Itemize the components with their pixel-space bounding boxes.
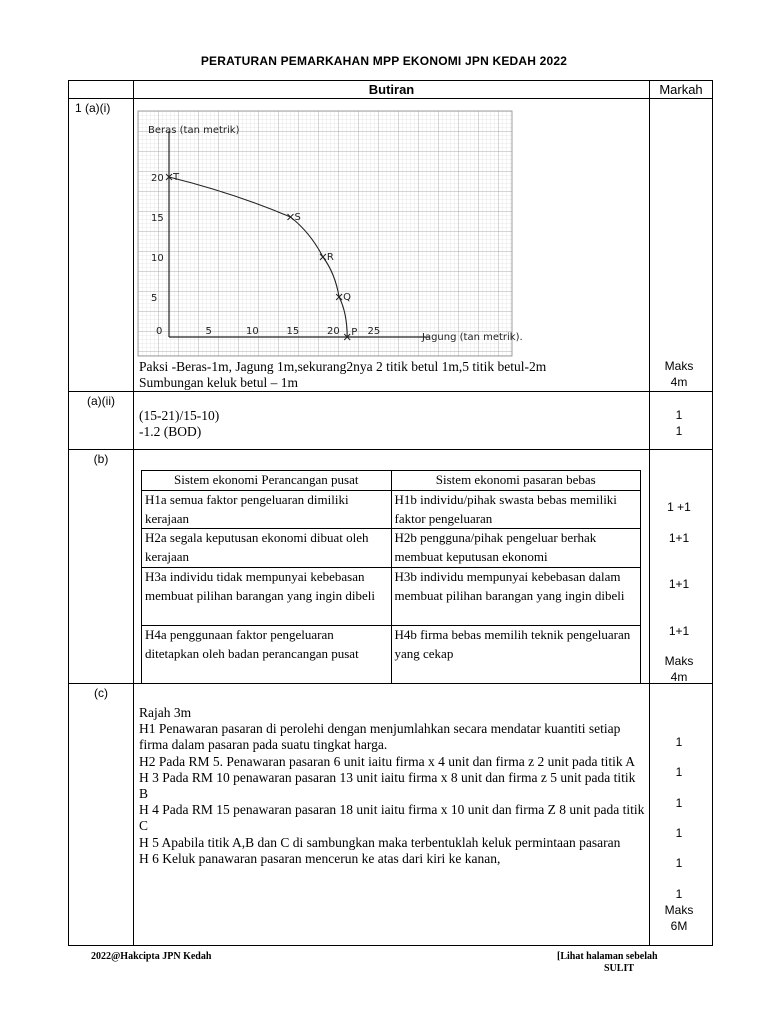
- marks-c-maks: Maks: [664, 903, 694, 917]
- comparison-row-2: [142, 529, 641, 568]
- answer-c-line: H 4 Pada RM 15 penawaran pasaran 18 unit iaitu firma x 10 unit dan firma Z 8 unit pada titik C: [139, 802, 645, 834]
- marks-cell-b: [650, 450, 713, 684]
- marks-c-h4: 1: [675, 826, 683, 840]
- y-tick-label: 20: [151, 173, 164, 184]
- y-tick-label: 5: [151, 293, 158, 304]
- marks-a-ii-2: 1: [675, 424, 683, 438]
- comparison-head-left: Sistem ekonomi Perancangan pusat: [142, 471, 392, 491]
- comparison-cell-right: H4b firma bebas memilih teknik pengeluaran yang cekap: [391, 626, 641, 684]
- table-header-row: [69, 81, 713, 99]
- x-tick-label: 25: [367, 326, 381, 337]
- point-label: S: [294, 212, 301, 223]
- marks-b-row4: 1+1: [668, 624, 690, 638]
- marks-c-h3: 1: [675, 796, 683, 810]
- marks-b-row2: 1+1: [668, 531, 690, 545]
- marks-a-ii: [648, 407, 710, 439]
- x-axis-label: Jagung (tan metrik).: [422, 332, 523, 343]
- marks-1a-i: [648, 358, 710, 390]
- marks-b-total: 4m: [670, 670, 688, 684]
- comparison-row-1: [142, 491, 641, 529]
- marks-c-h6: 1: [675, 887, 683, 901]
- marks-c-h5: 1: [675, 856, 683, 870]
- marks-c-h1: 1: [675, 735, 683, 749]
- marks-a-ii-1: 1: [675, 408, 683, 422]
- question-label-c: (c): [69, 684, 134, 946]
- point-label: P: [351, 327, 358, 338]
- comparison-header-row: [142, 471, 641, 491]
- question-label-b: (b): [69, 450, 134, 684]
- x-tick-label: 5: [205, 326, 212, 337]
- y-tick-label: 15: [151, 213, 164, 224]
- header-butiran: Butiran: [134, 81, 650, 99]
- footer-sulit: SULIT: [604, 963, 635, 974]
- comparison-row-4: [142, 626, 641, 684]
- marks-c-h2: 1: [675, 765, 683, 779]
- answer-c-line: Rajah 3m: [139, 705, 192, 720]
- page-title: PERATURAN PEMARKAHAN MPP EKONOMI JPN KEDAH 2022: [200, 54, 568, 68]
- point-label: T: [173, 172, 180, 183]
- y-axis-label: Beras (tan metrik): [148, 125, 240, 136]
- answer-1a-i-line2: Sumbungan keluk betul – 1m: [139, 375, 298, 390]
- answer-1a-i-line1: Paksi -Beras-1m, Jagung 1m,sekurang2nya 2 titik betul 1m,5 titik betul-2m: [139, 359, 547, 374]
- answer-a-ii-line2: -1.2 (BOD): [139, 424, 202, 439]
- header-question-cell: [69, 81, 134, 99]
- comparison-cell-right: H3b individu mempunyai kebebasan dalam membuat pilihan barangan yang ingin dibeli: [391, 568, 641, 626]
- x-tick-label: 20: [327, 326, 340, 337]
- comparison-cell-right: H1b individu/pihak swasta bebas memiliki faktor pengeluaran: [391, 491, 641, 529]
- answer-c-line: H2 Pada RM 5. Penawaran pasaran 6 unit iaitu firma x 4 unit dan firma z 2 unit pada titik A: [139, 753, 636, 769]
- point-label: Q: [343, 292, 351, 303]
- answer-a-ii: [139, 408, 219, 440]
- marks-c-total: 6M: [670, 919, 688, 933]
- comparison-table: [141, 470, 641, 684]
- marks-cell-1a-i: [650, 99, 713, 392]
- comparison-row-3: [142, 568, 641, 626]
- comparison-cell-left: H1a semua faktor pengeluaran dimiliki kerajaan: [142, 491, 392, 529]
- x-tick-label: 0: [156, 326, 163, 337]
- answer-c: [139, 705, 647, 867]
- comparison-head-right: Sistem ekonomi pasaran bebas: [391, 471, 641, 491]
- footer-copyright: 2022@Hakcipta JPN Kedah: [91, 951, 212, 962]
- comparison-cell-left: H4a penggunaan faktor pengeluaran ditetapkan oleh badan perancangan pusat: [142, 626, 392, 684]
- question-label-1a-i: 1 (a)(i): [69, 99, 134, 392]
- marks-1a-i-value: 4m: [670, 375, 688, 389]
- answer-a-ii-line1: (15-21)/15-10): [139, 408, 220, 423]
- answer-c-line: H 5 Apabila titik A,B dan C di sambungkan maka terbentuklah keluk permintaan pasaran: [139, 834, 621, 850]
- answer-1a-i: [139, 359, 546, 391]
- grid-paper: [138, 111, 512, 356]
- x-tick-label: 15: [286, 326, 300, 337]
- marks-b-maks: Maks: [664, 654, 694, 668]
- header-markah: Markah: [650, 81, 713, 99]
- question-label-a-ii: (a)(ii): [69, 392, 134, 450]
- point-label: R: [326, 252, 334, 263]
- x-tick-label: 10: [246, 326, 259, 337]
- comparison-cell-right: H2b pengguna/pihak pengeluar berhak membuat keputusan ekonomi: [391, 529, 641, 568]
- answer-c-line: H 3 Pada RM 10 penawaran pasaran 13 unit iaitu firma x 8 unit dan firma z 5 unit pada titik B: [139, 769, 636, 802]
- answer-c-line: H1 Penawaran pasaran di perolehi dengan menjumlahkan secara mendatar kuantiti setiap firma dalam pasaran pada suatu tingkat harga.: [139, 721, 621, 753]
- comparison-cell-left: H3a individu tidak mempunyai kebebasan membuat pilihan barangan yang ingin dibeli: [142, 568, 392, 626]
- answer-c-line: H 6 Keluk panawaran pasaran mencerun ke atas dari kiri ke kanan,: [139, 850, 501, 866]
- ppc-graph: [138, 111, 523, 356]
- marks-b-row3: 1+1: [668, 577, 690, 591]
- footer-next-page: [Lihat halaman sebelah: [557, 951, 658, 962]
- y-tick-label: 10: [151, 253, 164, 264]
- comparison-cell-left: H2a segala keputusan ekonomi dibuat oleh kerajaan: [142, 529, 392, 568]
- marks-b-row1: 1 +1: [667, 500, 691, 514]
- marks-1a-i-maks: Maks: [664, 359, 694, 373]
